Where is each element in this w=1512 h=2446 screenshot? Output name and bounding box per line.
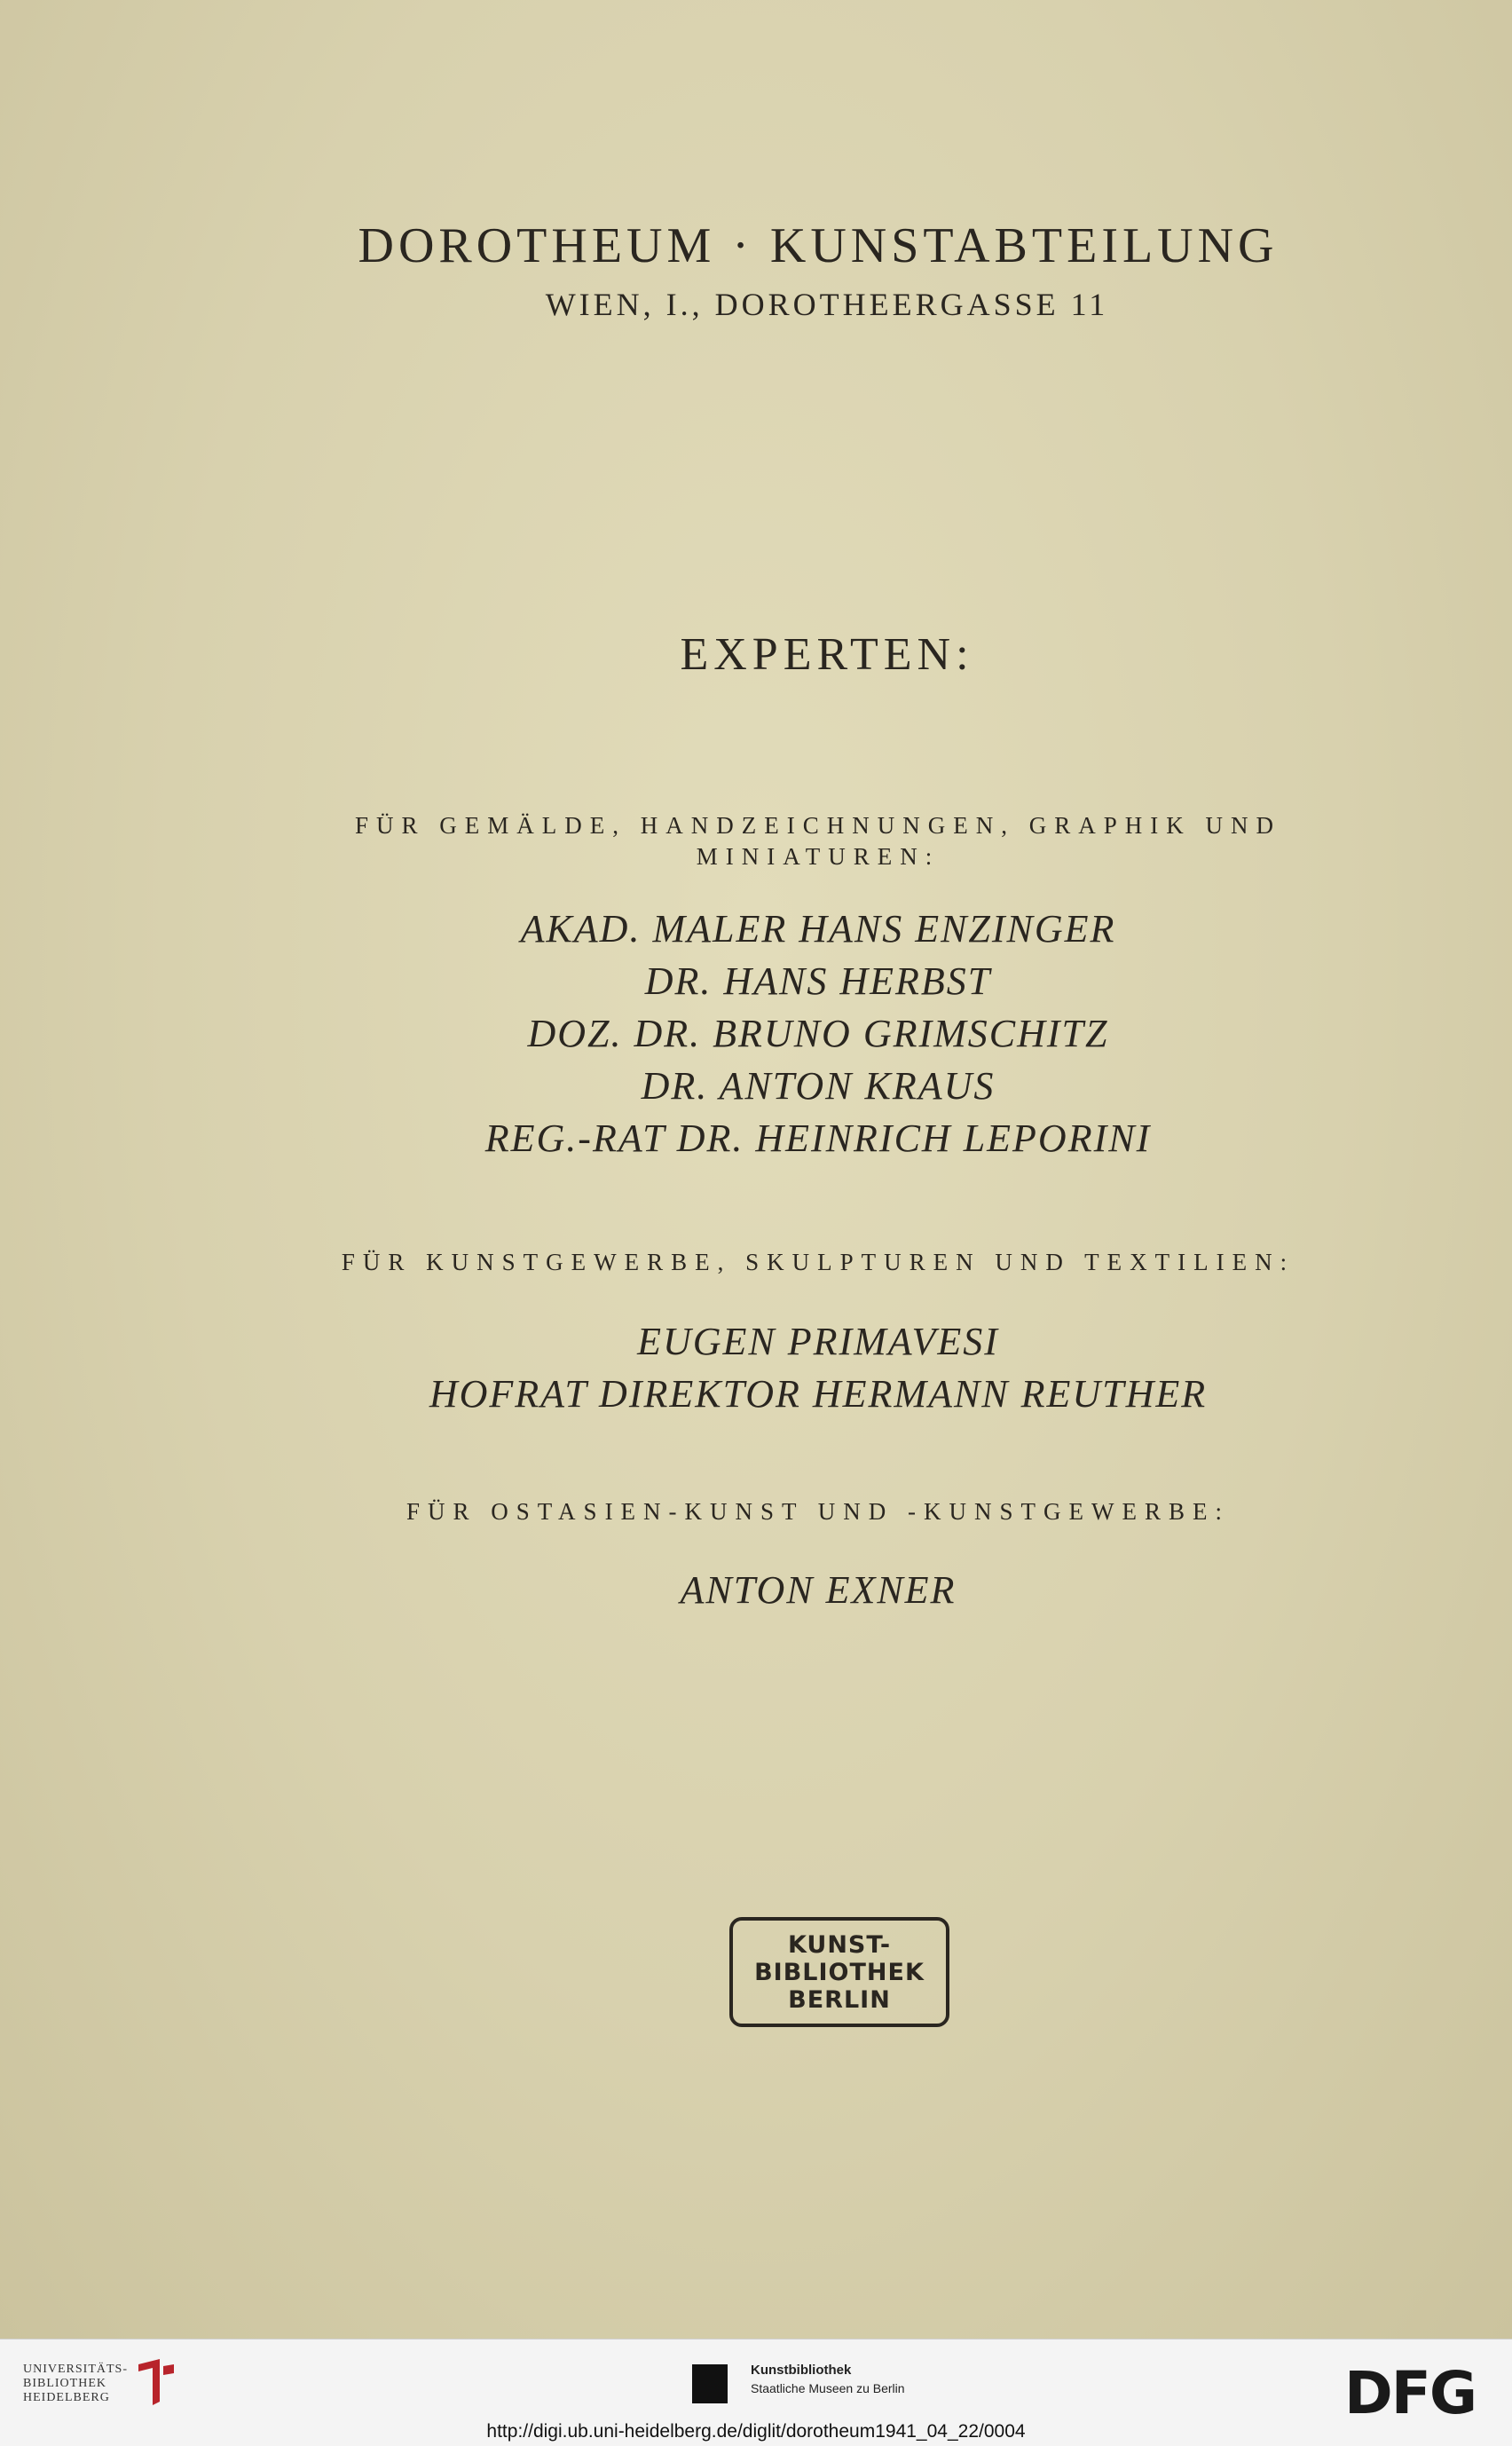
uni-line: BIBLIOTHEK <box>23 2377 106 2390</box>
footer-bar <box>0 2339 1512 2446</box>
section-label: FÜR KUNSTGEWERBE, SKULPTUREN UND TEXTILIEN: <box>341 1249 1295 1275</box>
library-stamp <box>729 1917 949 2027</box>
kb-subtitle: Staatliche Museen zu Berlin <box>751 2381 905 2395</box>
section-label: FÜR OSTASIEN-KUNST UND -KUNSTGEWERBE: <box>406 1498 1231 1525</box>
page-title: DOROTHEUM · KUNSTABTEILUNG <box>358 218 1279 273</box>
expert-name: HOFRAT DIREKTOR HERMANN REUTHER <box>429 1372 1208 1416</box>
uni-heidelberg-logo-text[interactable] <box>23 2363 128 2405</box>
stamp-line: BERLIN <box>788 1985 891 2014</box>
dfg-logo[interactable]: DFG <box>1344 2359 1477 2427</box>
uni-heidelberg-icon[interactable] <box>133 2355 179 2409</box>
section-label-cont: MINIATUREN: <box>696 843 941 870</box>
uni-line: UNIVERSITÄTS- <box>23 2363 128 2376</box>
section-label: FÜR GEMÄLDE, HANDZEICHNUNGEN, GRAPHIK UND <box>355 812 1281 839</box>
expert-name: DOZ. DR. BRUNO GRIMSCHITZ <box>527 1012 1109 1055</box>
experten-heading: EXPERTEN: <box>680 629 974 680</box>
kunstbibliothek-icon[interactable] <box>692 2364 728 2403</box>
expert-name: AKAD. MALER HANS ENZINGER <box>520 907 1116 951</box>
kunstbibliothek-logo-text[interactable] <box>751 2363 905 2395</box>
stamp-line: BIBLIOTHEK <box>754 1958 925 1986</box>
address: WIEN, I., DOROTHEERGASSE 11 <box>545 287 1109 322</box>
stamp-line: KUNST- <box>787 1930 892 1959</box>
expert-name: ANTON EXNER <box>680 1568 957 1612</box>
kb-title: Kunstbibliothek <box>751 2363 852 2378</box>
expert-names-list <box>62 903 1512 1164</box>
expert-names-list <box>62 1564 1512 1616</box>
expert-names-list <box>62 1315 1512 1420</box>
expert-name: REG.-RAT DR. HEINRICH LEPORINI <box>484 1116 1152 1160</box>
permalink-url[interactable]: http://digi.ub.uni-heidelberg.de/diglit/dorotheum1941_04_22/0004 <box>486 2421 1026 2442</box>
expert-name: EUGEN PRIMAVESI <box>637 1320 999 1363</box>
expert-name: DR. HANS HERBST <box>644 959 992 1003</box>
uni-line: HEIDELBERG <box>23 2391 110 2404</box>
expert-name: DR. ANTON KRAUS <box>641 1064 996 1108</box>
